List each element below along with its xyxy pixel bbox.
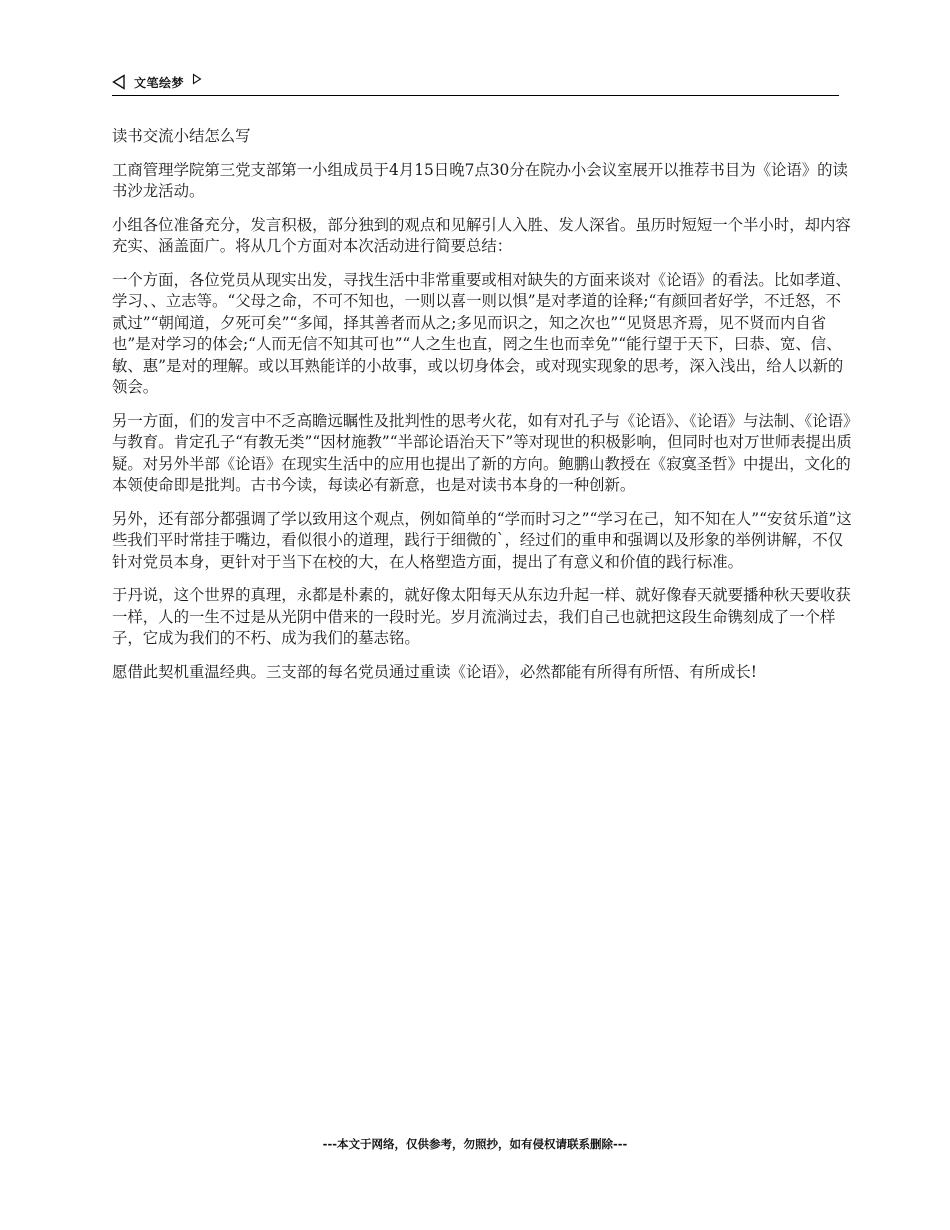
- document-body: [112, 126, 852, 695]
- paragraph-second-aspect: 另一方面，们的发言中不乏高瞻远瞩性及批判性的思考火花，如有对孔子与《论语》、《论语》与法制、《论语》与教育。肯定孔子“有教无类”“因材施教”“半部论语治天下”等对现世的积极影响，但同时也对万世师表提出质疑。对另外半部《论语》在现实生活中的应用也提出了新的方向。鲍鹏山教授在《寂寞圣哲》中提出，文化的本领使命即是批判。古书今读，每读必有新意，也是对读书本身的一种创新。: [112, 411, 852, 494]
- header-brand-row: [112, 72, 839, 92]
- triangle-left-outline-icon: [112, 74, 126, 90]
- page-header: [112, 72, 839, 96]
- paragraph-third-aspect: 另外，还有部分都强调了学以致用这个观点，例如简单的“学而时习之”“学习在己，知不知在人”“安贫乐道”这些我们平时常挂于嘴边，看似很小的道理，践行于细微的`，经过们的重申和强调以及形象的举例讲解，不仅针对党员本身，更针对于当下在校的大，在人格塑造方面，提出了有意义和价值的践行标准。: [112, 509, 852, 571]
- document-title: 读书交流小结怎么写: [112, 127, 251, 145]
- paragraph-closing: 愿借此契机重温经典。三支部的每名党员通过重读《论语》，必然都能有所得有所悟、有所成长!: [112, 662, 757, 681]
- paragraph-quote: 于丹说，这个世界的真理，永都是朴素的，就好像太阳每天从东边升起一样、就好像春天就要播种秋天要收获一样，人的一生不过是从光阴中借来的一段时光。岁月流淌过去，我们自己也就把这段生命镌刻成了一个样子，它成为我们的不朽、成为我们的墓志铭。: [112, 586, 851, 647]
- triangle-right-outline-icon: [192, 73, 202, 85]
- footer-disclaimer: ---本文于网络，仅供参考，勿照抄，如有侵权请联系删除---: [322, 1137, 628, 1151]
- paragraph-intro: 工商管理学院第三党支部第一小组成员于4月15日晚7点30分在院办小会议室展开以推荐书目为《论语》的读书沙龙活动。: [112, 160, 848, 200]
- paragraph-first-aspect: 一个方面，各位党员从现实出发，寻找生活中非常重要或相对缺失的方面来谈对《论语》的看法。比如孝道、学习、、立志等。“父母之命，不可不知也，一则以喜一则以惧”是对孝道的诠释;“有颜回者好学，不迁怒，不贰过”“朝闻道，夕死可矣”“多闻，择其善者而从之;多见而识之，知之次也”“见贤思齐焉，见不贤而内自省也”是对学习的体会;“人而无信不知其可也”“人之生也直，罔之生也而幸免”“能行望于天下，曰恭、宽、信、敏、惠”是对的理解。或以耳熟能详的小故事，或以切身体会，或对现实现象的思考，深入浅出，给人以新的领会。: [112, 270, 851, 396]
- paragraph-summary: 小组各位准备充分，发言积极，部分独到的观点和见解引人入胜、发人深省。虽历时短短一个半小时，却内容充实、涵盖面广。将从几个方面对本次活动进行简要总结：: [112, 215, 851, 255]
- brand-name: 文笔绘梦: [134, 75, 185, 90]
